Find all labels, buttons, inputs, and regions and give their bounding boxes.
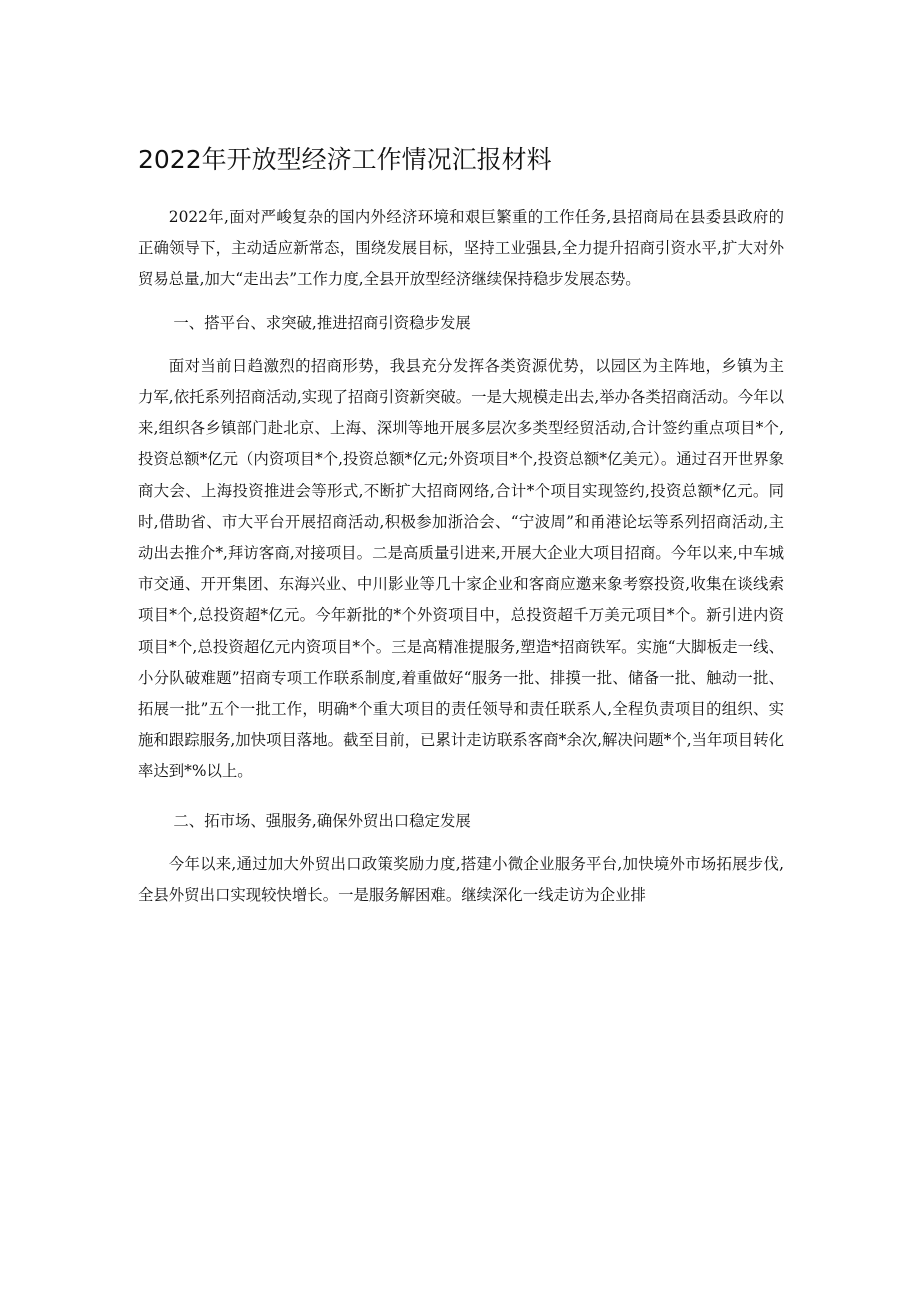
intro-paragraph: 2022年,面对严峻复杂的国内外经济环境和艰巨繁重的工作任务,县招商局在县委县政府的正确领导下，主动适应新常态，围绕发展目标，坚持工业强县,全力提升招商引资水平,扩大对外贸易总量,加大“走出去”工作力度,全县开放型经济继续保持稳步发展态势。: [138, 208, 784, 289]
document-body: [138, 202, 784, 911]
document-title: 2022年开放型经济工作情况汇报材料: [138, 145, 552, 174]
section-heading-2: 二、拓市场、强服务,确保外贸出口稳定发展: [173, 811, 471, 830]
section-paragraph-2: 今年以来,通过加大外贸出口政策奖励力度,搭建小微企业服务平台,加快境外市场拓展步伐,全县外贸出口实现较快增长。一是服务解困难。继续深化一线走访为企业排: [138, 854, 784, 905]
section-paragraph-1: 面对当前日趋激烈的招商形势，我县充分发挥各类资源优势，以园区为主阵地，乡镇为主力军,依托系列招商活动,实现了招商引资新突破。一是大规模走出去,举办各类招商活动。今年以来,组织各乡镇部门赴北京、上海、深圳等地开展多层次多类型经贸活动,合计签约重点项目*个,投资总额*亿元（内资项目*个,投资总额*亿元;外资项目*个,投资总额*亿美元）。通过召开世界象商大会、上海投资推进会等形式,不断扩大招商网络,合计*个项目实现签约,投资总额*亿元。同时,借助省、市大平台开展招商活动,积极参加浙洽会、“宁波周”和甬港论坛等系列招商活动,主动出去推介*,拜访客商,对接项目。二是高质量引进来,开展大企业大项目招商。今年以来,中车城市交通、开开集团、东海兴业、中川影业等几十家企业和客商应邀来象考察投资,收集在谈线索项目*个,总投资超*亿元。今年新批的*个外资项目中，总投资超千万美元项目*个。新引进内资项目*个,总投资超亿元内资项目*个。三是高精准提服务,塑造*招商铁军。实施“大脚板走一线、小分队破难题”招商专项工作联系制度,着重做好“服务一批、排摸一批、储备一批、触动一批、拓展一批”五个一批工作，明确*个重大项目的责任领导和责任联系人,全程负责项目的组织、实施和跟踪服务,加快项目落地。截至目前，已累计走访联系客商*余次,解决问题*个,当年项目转化率达到*%以上。: [138, 356, 784, 781]
section-heading-1: 一、搭平台、求突破,推进招商引资稳步发展: [173, 313, 471, 332]
